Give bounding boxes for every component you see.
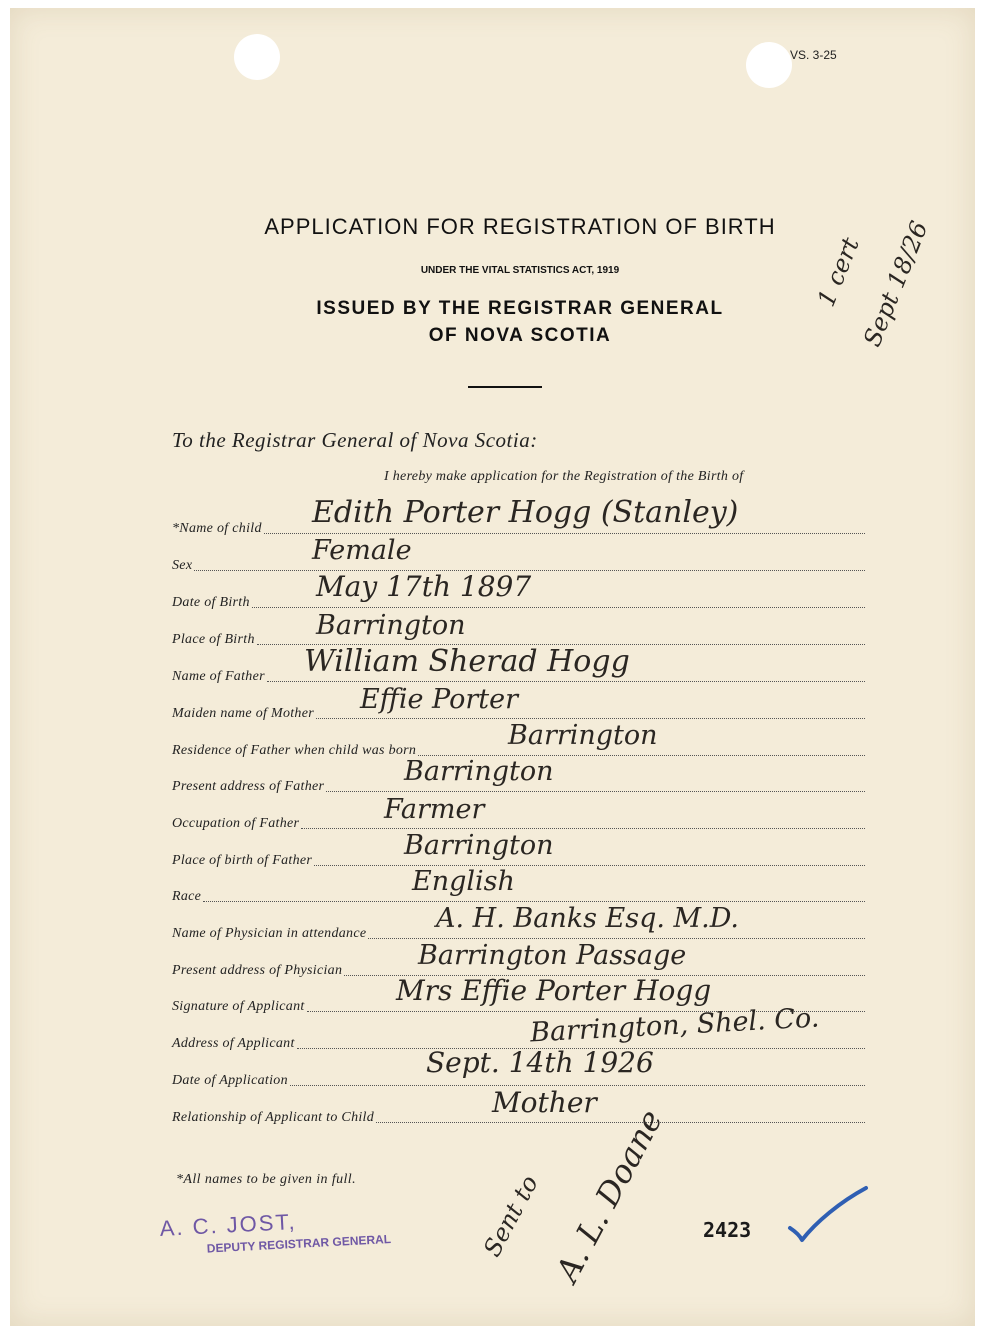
document-number: 2423 — [703, 1218, 752, 1242]
field-value-sex: Female — [312, 535, 412, 566]
issuer-line-1: ISSUED BY THE REGISTRAR GENERAL — [316, 298, 724, 319]
field-label: Place of birth of Father — [172, 853, 313, 868]
field-value-name-of-father: William Sherad Hogg — [304, 644, 630, 679]
intro-line: I hereby make application for the Registration of the Birth of — [384, 469, 744, 484]
field-value-place-of-birth: Barrington — [316, 610, 466, 641]
field-value-relationship-of-applicant: Mother — [492, 1086, 597, 1119]
field-line — [314, 859, 865, 866]
stamp-title: DEPUTY REGISTRAR GENERAL — [206, 1231, 392, 1256]
field-label: Date of Birth — [172, 595, 250, 610]
field-value-race: English — [412, 866, 515, 897]
field-value-place-of-birth-of-father: Barrington — [404, 830, 554, 861]
punch-hole-left — [234, 34, 280, 80]
field-label: Name of Physician in attendance — [172, 926, 367, 941]
field-line — [203, 895, 865, 902]
field-value-name-of-physician: A. H. Banks Esq. M.D. — [436, 903, 740, 934]
field-label: Residence of Father when child was born — [172, 743, 417, 758]
field-value-date-of-birth: May 17th 1897 — [316, 570, 532, 603]
field-value-present-address-of-physician: Barrington Passage — [418, 940, 687, 971]
field-value-occupation-of-father: Farmer — [384, 794, 485, 825]
form-code: VS. 3-25 — [790, 48, 837, 62]
field-label: Race — [172, 889, 202, 904]
field-label: Present address of Father — [172, 779, 325, 794]
field-value-date-of-application: Sept. 14th 1926 — [426, 1046, 654, 1079]
form-subtitle: UNDER THE VITAL STATISTICS ACT, 1919 — [420, 265, 620, 276]
margin-note-line-1: 1 cert — [812, 233, 865, 311]
stamp-name: A. C. JOST, — [159, 1208, 298, 1242]
field-label: Relationship of Applicant to Child — [172, 1110, 375, 1125]
field-line — [290, 1079, 865, 1086]
field-label: *Name of child — [172, 521, 262, 536]
field-value-name-of-child: Edith Porter Hogg (Stanley) — [312, 495, 739, 530]
field-label: Present address of Physician — [172, 963, 343, 978]
field-label: Place of Birth — [172, 632, 255, 647]
field-label: Name of Father — [172, 669, 265, 684]
form-title: APPLICATION FOR REGISTRATION OF BIRTH — [264, 214, 776, 239]
field-label: Date of Application — [172, 1073, 288, 1088]
field-value-present-address-of-father: Barrington — [404, 756, 554, 787]
field-value-signature-of-applicant: Mrs Effie Porter Hogg — [396, 974, 712, 1007]
field-row-occupation-of-father — [172, 808, 865, 832]
field-label: Sex — [172, 558, 193, 573]
field-row-maiden-name-of-mother — [172, 698, 865, 722]
field-value-maiden-name-of-mother: Effie Porter — [360, 684, 519, 715]
field-label: Signature of Applicant — [172, 999, 305, 1014]
footnote: *All names to be given in full. — [176, 1172, 356, 1187]
addressee-line: To the Registrar General of Nova Scotia: — [172, 428, 538, 452]
field-value-residence-of-father: Barrington — [508, 720, 658, 751]
field-label: Maiden name of Mother — [172, 706, 314, 721]
margin-note-line-2: Sept 18/26 — [858, 217, 934, 351]
issuer-line-2: OF NOVA SCOTIA — [428, 325, 612, 346]
sent-note-line-2: A. L. Doane — [548, 1103, 671, 1288]
field-line — [376, 1116, 865, 1123]
punch-hole-right — [746, 42, 792, 88]
field-label: Address of Applicant — [172, 1036, 295, 1051]
field-label: Occupation of Father — [172, 816, 300, 831]
sent-note-line-1: Sent to — [478, 1170, 544, 1262]
title-divider — [468, 386, 542, 388]
field-row-race — [172, 881, 865, 905]
field-value-address-of-applicant: Barrington, Shel. Co. — [529, 1002, 821, 1049]
checkmark-icon — [786, 1184, 870, 1244]
